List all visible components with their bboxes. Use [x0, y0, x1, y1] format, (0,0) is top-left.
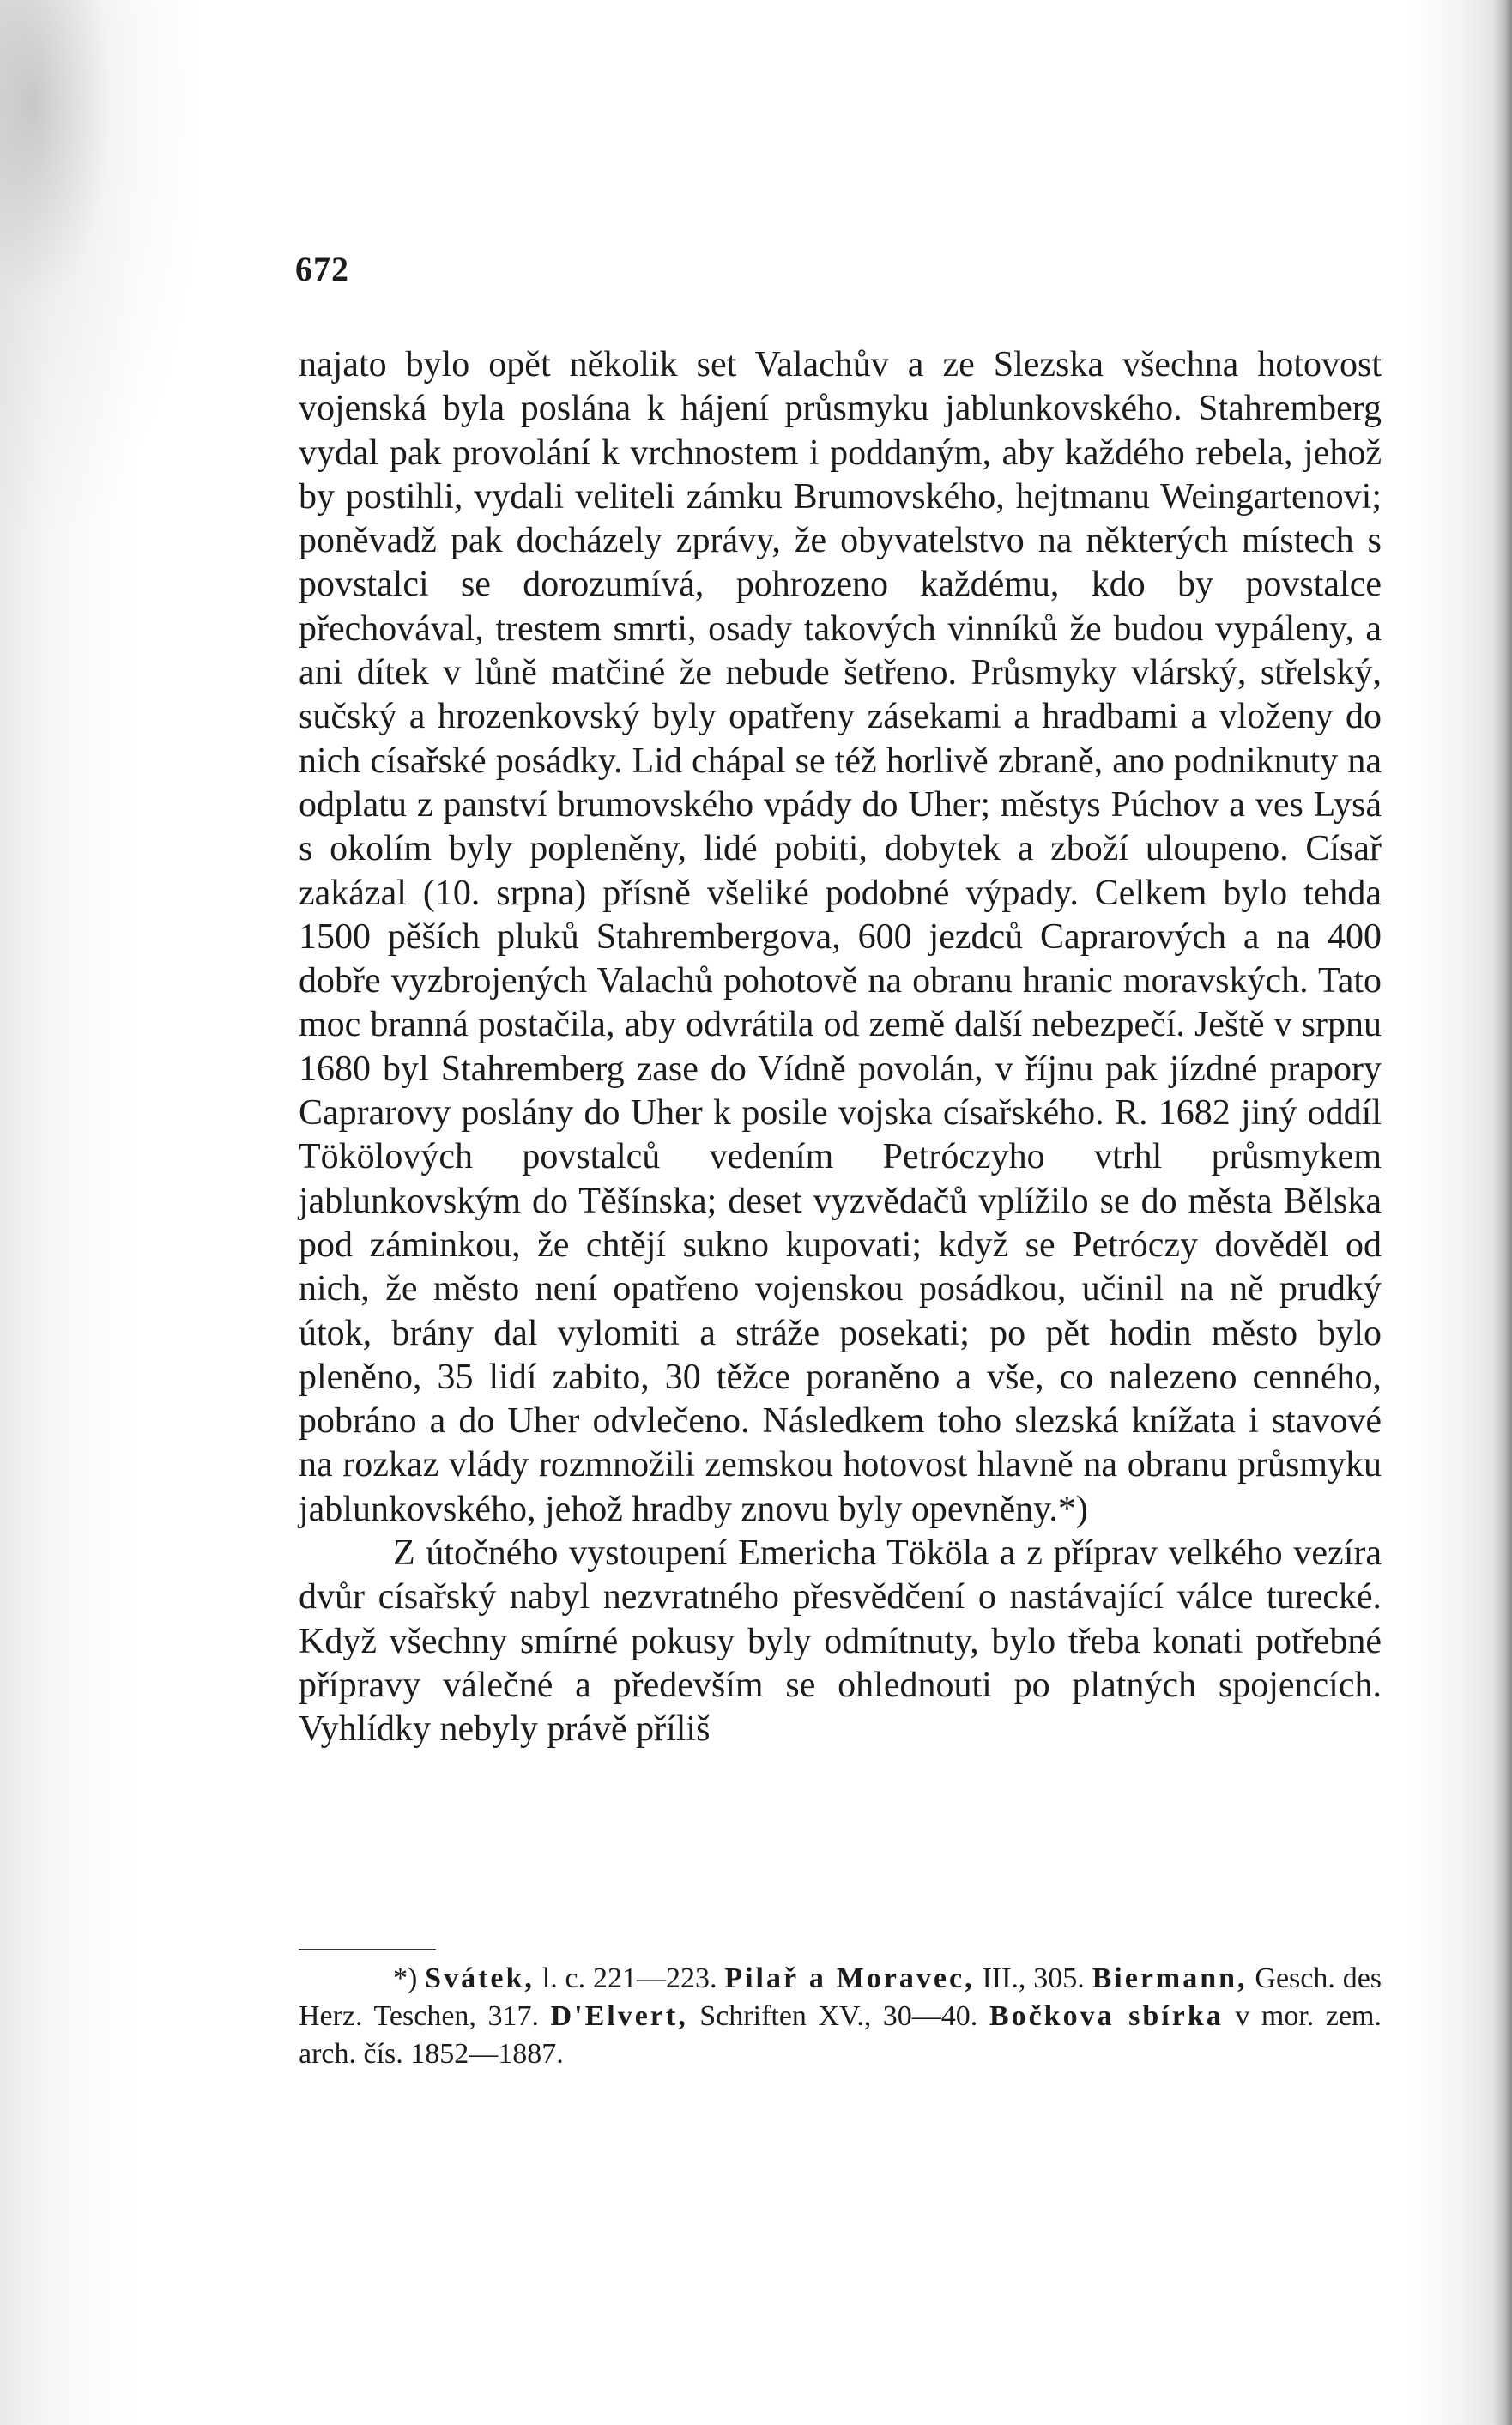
- main-text: [299, 343, 1382, 1752]
- page-edge-shadow-left: [0, 0, 197, 532]
- footnote-author-5: Bočkova sbírka: [989, 2000, 1224, 2032]
- paragraph-1: najato bylo opět několik set Valachův a ze Slezska všechna hotovost vojenská byla poslána k hájení průsmyku jablunkovského. Stahremberg vydal pak provolání k vrchnostem i poddaným, aby každého rebela, jehož by postihli, vydali veliteli zámku Brumovského, hejtmanu Weingartenovi; poněvadž pak docházely zprávy, že obyvatelstvo na některých místech s povstalci se dorozumívá, pohrozeno každému, kdo by povstalce přechovával, trestem smrti, osady takových vinníků že budou vypáleny, a ani dítek v lůně matčiné že nebude šetřeno. Průsmyky vlárský, střelský, sučský a hrozenkovský byly opatřeny zásekami a hradbami a vloženy do nich císařské posádky. Lid chápal se též horlivě zbraně, ano podniknuty na odplatu z panství brumovského vpády do Uher; městys Púchov a ves Lysá s okolím byly popleněny, lidé pobiti, dobytek a zboží uloupeno. Císař zakázal (10. srpna) přísně všeliké podobné výpady. Celkem bylo tehda 1500 pěších pluků Stahrembergova, 600 jezdců Caprarových a na 400 dobře vyzbrojených Valachů pohotově na obranu hranic moravských. Tato moc branná postačila, aby odvrátila od země další nebezpečí. Ještě v srpnu 1680 byl Stahremberg zase do Vídně povolán, v říjnu pak jízdné prapory Caprarovy poslány do Uher k posile vojska císařského. R. 1682 jiný oddíl Tökölových povstalců vedením Petróczyho vtrhl průsmykem jablunkovským do Těšínska; deset vyzvědačů vplížilo se do města Bělska pod záminkou, že chtějí sukno kupovati; když se Petróczy dověděl od nich, že město není opatřeno vojenskou posádkou, učinil na ně prudký útok, brány dal vylomiti a stráže posekati; po pět hodin město bylo pleněno, 35 lidí zabito, 30 těžce poraněno a vše, co nalezeno cenného, pobráno a do Uher odvlečeno. Následkem toho slezská knížata i stavové na rozkaz vlády rozmnožili zemskou hotovost hlavně na obranu průsmyku jablunkovského, jehož hradby znovu byly opevněny.*): [299, 345, 1382, 1529]
- page-number: 672: [295, 250, 349, 288]
- footnote-ref-1: l. c. 221—223.: [541, 1962, 717, 1994]
- footnote-ref-4: Schriften XV., 30—40.: [699, 2000, 978, 2032]
- page-edge-shadow-right: [1493, 0, 1512, 2425]
- paragraph-2: Z útočného vystoupení Emericha Tököla a z příprav velkého vezíra dvůr císařský nabyl nezvratného přesvědčení o nastávající válce turecké. Když všechny smírné pokusy byly odmítnuty, bylo třeba konati potřebné přípravy válečné a především se ohlednouti po platných spojencích. Vyhlídky nebyly právě příliš: [299, 1533, 1382, 1750]
- footnote-divider: [299, 1949, 436, 1950]
- footnote-ref-3: Gesch. des Herz. Teschen, 317.: [299, 1962, 1382, 2032]
- footnote-author-2: Pilař a Moravec,: [724, 1962, 975, 1994]
- footnote-author-3: Biermann,: [1092, 1962, 1248, 1994]
- footnote-ref-2: III., 305.: [982, 1962, 1085, 1994]
- footnote-ref-5: v mor. zem. arch. čís. 1852—1887.: [299, 2000, 1382, 2070]
- footnote-author-1: Svátek,: [425, 1962, 535, 1994]
- footnote-marker: *): [393, 1962, 418, 1994]
- footnote-text: [299, 1960, 1382, 2073]
- footnote: [299, 1960, 1382, 2073]
- footnote-author-4: D'Elvert,: [550, 2000, 688, 2032]
